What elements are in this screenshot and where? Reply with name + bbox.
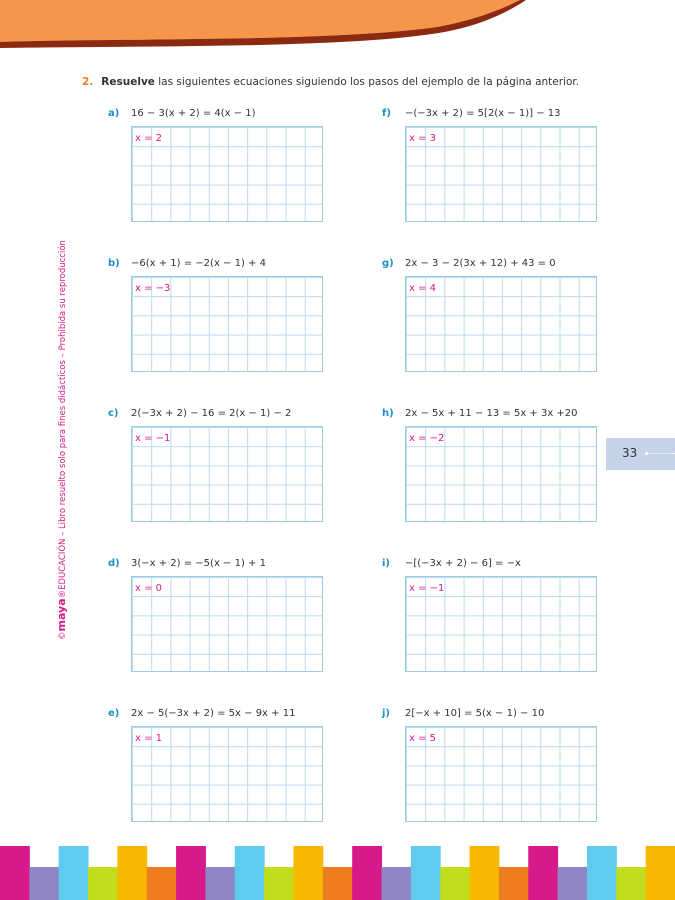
- footer-stripe: [205, 867, 235, 900]
- exercise-letter: f): [382, 108, 391, 119]
- answer-grid[interactable]: [405, 126, 597, 222]
- exercise-letter: a): [108, 108, 120, 119]
- copyright-notice: ®EDUCACIÓN – Libro resuelto solo para fines didácticos – Prohibida su reproducción: [58, 240, 68, 599]
- page-number-tab: [606, 438, 675, 470]
- exercise-letter: g): [382, 258, 394, 269]
- answer-grid[interactable]: [405, 726, 597, 822]
- page-number: 33: [622, 446, 638, 460]
- answer-grid[interactable]: [405, 576, 597, 672]
- answer-text: x = 5: [409, 733, 437, 744]
- footer-stripe: [470, 846, 500, 900]
- footer-stripe: [499, 867, 529, 900]
- exercise-instruction: [82, 76, 579, 88]
- answer-text: x = 3: [409, 133, 437, 144]
- copyright-symbol: ©: [58, 631, 68, 640]
- exercise-letter: i): [382, 558, 390, 569]
- footer-stripe: [352, 846, 382, 900]
- footer-stripe: [528, 846, 558, 900]
- footer-stripe: [587, 846, 617, 900]
- exercise-equation: −[(−3x + 2) − 6] = −x: [405, 558, 521, 569]
- answer-text: x = −1: [409, 583, 445, 594]
- brand-logo-text: maya: [55, 598, 68, 632]
- answer-text: x = 0: [135, 583, 163, 594]
- footer-stripe: [88, 867, 118, 900]
- answer-grid[interactable]: [131, 276, 323, 372]
- answer-grid[interactable]: [131, 726, 323, 822]
- footer-stripe: [323, 867, 353, 900]
- answer-grid[interactable]: [405, 276, 597, 372]
- dotted-line: [646, 453, 675, 454]
- footer-stripes: [0, 846, 675, 900]
- copyright-side-text: [55, 240, 68, 640]
- answer-text: x = 1: [135, 733, 163, 744]
- footer-stripe: [616, 867, 646, 900]
- footer-stripe: [235, 846, 265, 900]
- answer-grid[interactable]: [131, 426, 323, 522]
- footer-stripe: [117, 846, 147, 900]
- exercise-letter: j): [382, 708, 390, 719]
- footer-stripe: [59, 846, 89, 900]
- header-banner: [0, 0, 675, 60]
- footer-stripe: [382, 867, 412, 900]
- exercise-letter: c): [108, 408, 119, 419]
- answer-grid[interactable]: [405, 426, 597, 522]
- exercise-equation: −6(x + 1) = −2(x − 1) + 4: [131, 258, 266, 269]
- exercise-equation: 2x − 3 − 2(3x + 12) + 43 = 0: [405, 258, 556, 269]
- exercise-equation: 2x − 5(−3x + 2) = 5x − 9x + 11: [131, 708, 296, 719]
- exercise-equation: 16 − 3(x + 2) = 4(x − 1): [131, 108, 256, 119]
- exercise-equation: 3(−x + 2) = −5(x − 1) + 1: [131, 558, 266, 569]
- footer-stripe: [440, 867, 470, 900]
- footer-stripe: [558, 867, 588, 900]
- exercise-letter: h): [382, 408, 394, 419]
- exercise-equation: 2[−x + 10] = 5(x − 1) − 10: [405, 708, 545, 719]
- exercise-letter: d): [108, 558, 120, 569]
- footer-stripe: [264, 867, 294, 900]
- footer-stripe: [29, 867, 59, 900]
- exercise-equation: 2(−3x + 2) − 16 = 2(x − 1) − 2: [131, 408, 292, 419]
- footer-stripe: [293, 846, 323, 900]
- footer-stripe: [411, 846, 441, 900]
- answer-text: x = 4: [409, 283, 437, 294]
- answer-text: x = −2: [409, 433, 445, 444]
- footer-stripe: [147, 867, 177, 900]
- answer-grid[interactable]: [131, 126, 323, 222]
- answer-grid[interactable]: [131, 576, 323, 672]
- exercise-letter: e): [108, 708, 120, 719]
- footer-stripe: [176, 846, 206, 900]
- instruction-text: las siguientes ecuaciones siguiendo los pasos del ejemplo de la página anterior.: [158, 76, 580, 88]
- exercise-letter: b): [108, 258, 120, 269]
- exercise-equation: −(−3x + 2) = 5[2(x − 1)] − 13: [405, 108, 561, 119]
- answer-text: x = 2: [135, 133, 163, 144]
- footer-stripe: [646, 846, 675, 900]
- exercise-equation: 2x − 5x + 11 − 13 = 5x + 3x +20: [405, 408, 578, 419]
- footer-stripe: [0, 846, 30, 900]
- exercise-number: 2.: [82, 76, 94, 88]
- answer-text: x = −1: [135, 433, 171, 444]
- instruction-verb: Resuelve: [101, 76, 155, 88]
- answer-text: x = −3: [135, 283, 171, 294]
